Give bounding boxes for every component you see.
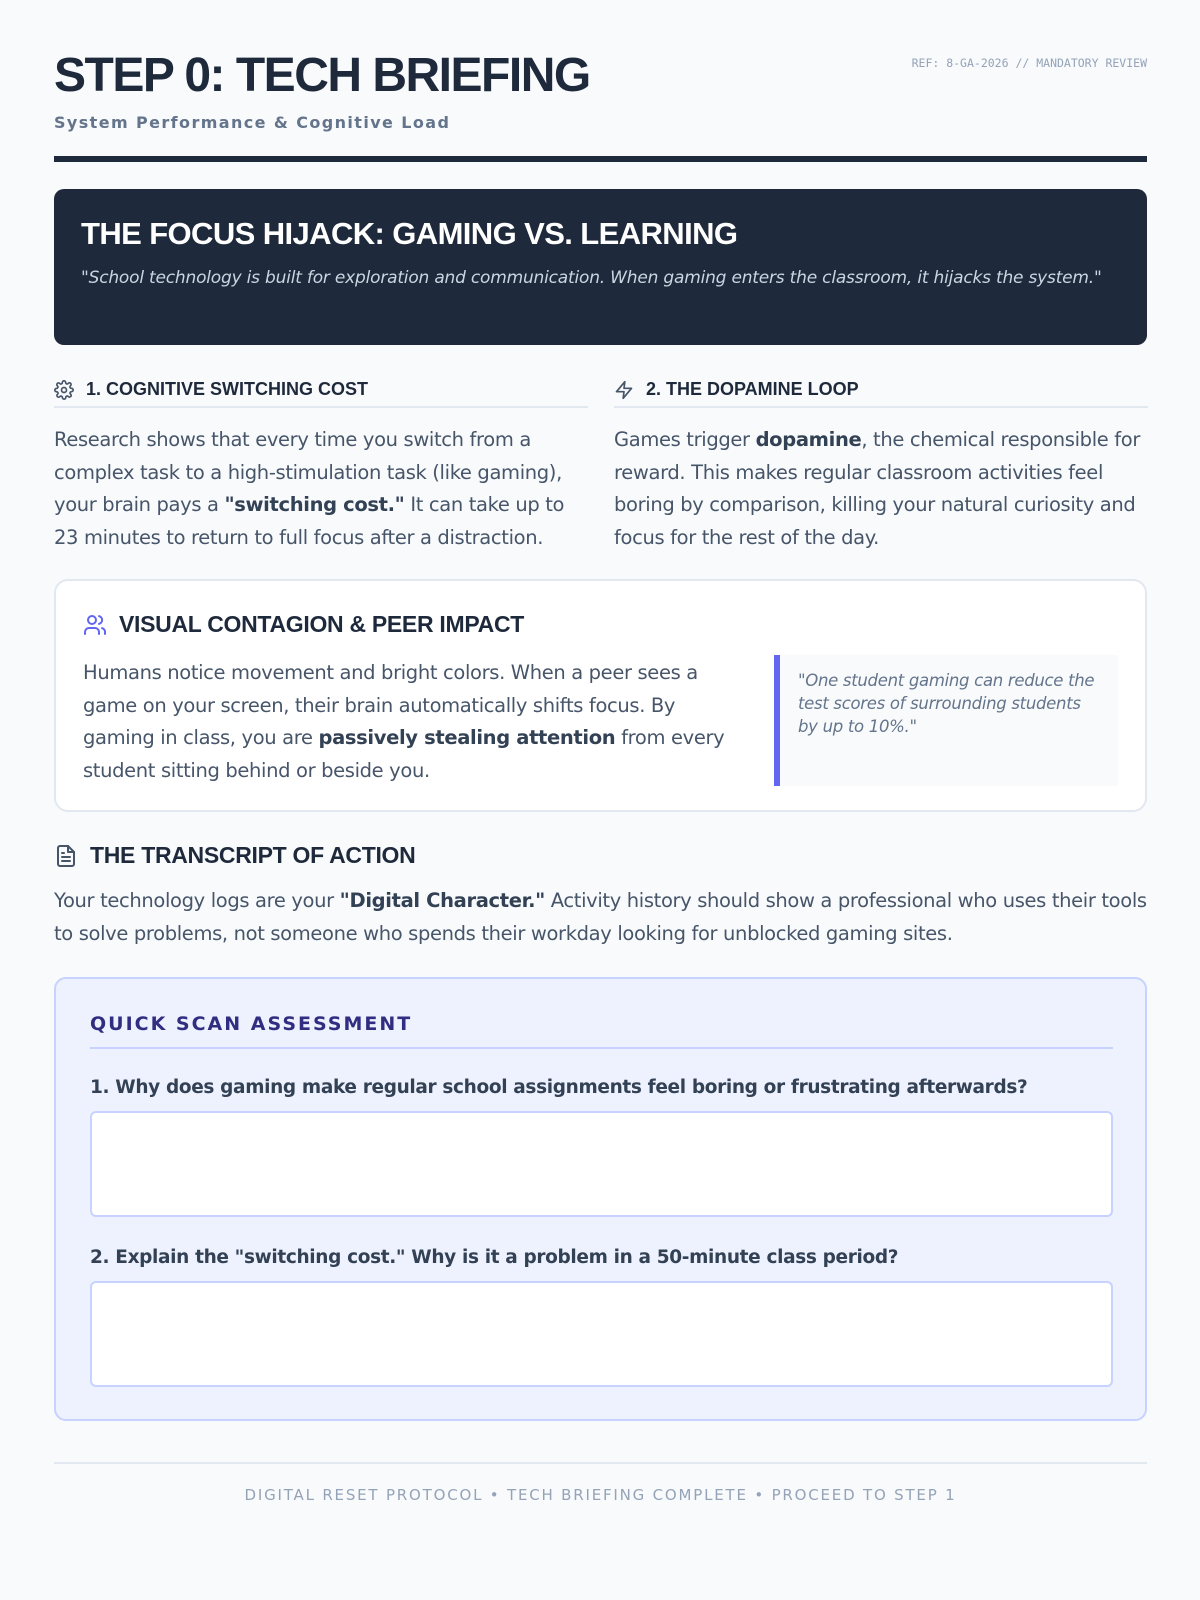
dopamine-emphasis: dopamine [755, 428, 862, 451]
question-1-answer-field[interactable] [90, 1111, 1113, 1217]
page-title: STEP 0: TECH BRIEFING [54, 49, 590, 102]
page-header [54, 0, 1147, 162]
quick-scan-assessment [54, 977, 1147, 1421]
question-1-label: 1. Why does gaming make regular school assignments feel boring or frustrating afterwards? [90, 1077, 1028, 1098]
dopamine-loop-text: Games trigger dopamine, the chemical responsible for reward. This makes regular classroom activities feel boring by comparison, killing your natural curiosity and focus for the rest of the day. [614, 428, 1141, 549]
dopamine-loop-section [614, 373, 1148, 554]
transcript-header [54, 842, 415, 869]
switching-cost-header [54, 373, 588, 408]
banner-title: THE FOCUS HIJACK: GAMING VS. LEARNING [81, 216, 738, 251]
question-2-label: 2. Explain the "switching cost." Why is it a problem in a 50-minute class period? [90, 1247, 899, 1268]
assessment-title: QUICK SCAN ASSESSMENT [90, 1013, 1113, 1049]
briefing-page [54, 0, 1147, 1504]
peer-impact-heading: VISUAL CONTAGION & PEER IMPACT [119, 611, 525, 637]
switching-cost-heading: 1. COGNITIVE SWITCHING COST [86, 379, 369, 399]
dopamine-loop-heading: 2. THE DOPAMINE LOOP [646, 379, 859, 399]
lightning-icon [614, 380, 634, 400]
users-icon [83, 613, 107, 637]
peer-impact-header [83, 611, 524, 638]
focus-hijack-banner [54, 189, 1147, 345]
peer-impact-emphasis: passively stealing attention [318, 726, 616, 749]
switching-cost-text: Research shows that every time you switch from a complex task to a high-stimulation task (like gaming), your brain pays a "switching cost." It can take up to 23 minutes to return to full focus after a distraction. [54, 428, 565, 549]
switching-cost-section [54, 373, 588, 554]
page-footer: DIGITAL RESET PROTOCOL • TECH BRIEFING COMPLETE • PROCEED TO STEP 1 [54, 1462, 1147, 1504]
transcript-heading: THE TRANSCRIPT OF ACTION [90, 842, 416, 868]
peer-impact-text: Humans notice movement and bright colors. When a peer sees a game on your screen, their brain automatically shifts focus. By gaming in class, you are passively stealing attention from every student sitting behind or beside you. [83, 661, 725, 782]
document-icon [54, 844, 78, 868]
question-2-answer-field[interactable] [90, 1281, 1113, 1387]
page-subtitle: System Performance & Cognitive Load [54, 113, 451, 132]
switching-cost-emphasis: "switching cost." [224, 493, 405, 516]
banner-quote: "School technology is built for exploration and communication. When gaming enters the classroom, it hijacks the system." [81, 268, 1102, 289]
transcript-emphasis: "Digital Character." [339, 889, 545, 912]
dopamine-loop-header [614, 373, 1148, 408]
reference-code: REF: 8-GA-2026 // MANDATORY REVIEW [911, 56, 1147, 70]
gear-icon [54, 380, 74, 400]
peer-impact-card [54, 579, 1147, 812]
transcript-text: Your technology logs are your "Digital Character." Activity history should show a professional who uses their tools to solve problems, not someone who spends their workday looking for unblocked gaming sites. [54, 889, 1147, 945]
peer-impact-quote: "One student gaming can reduce the test scores of surrounding students by up to 10%." [774, 655, 1118, 786]
